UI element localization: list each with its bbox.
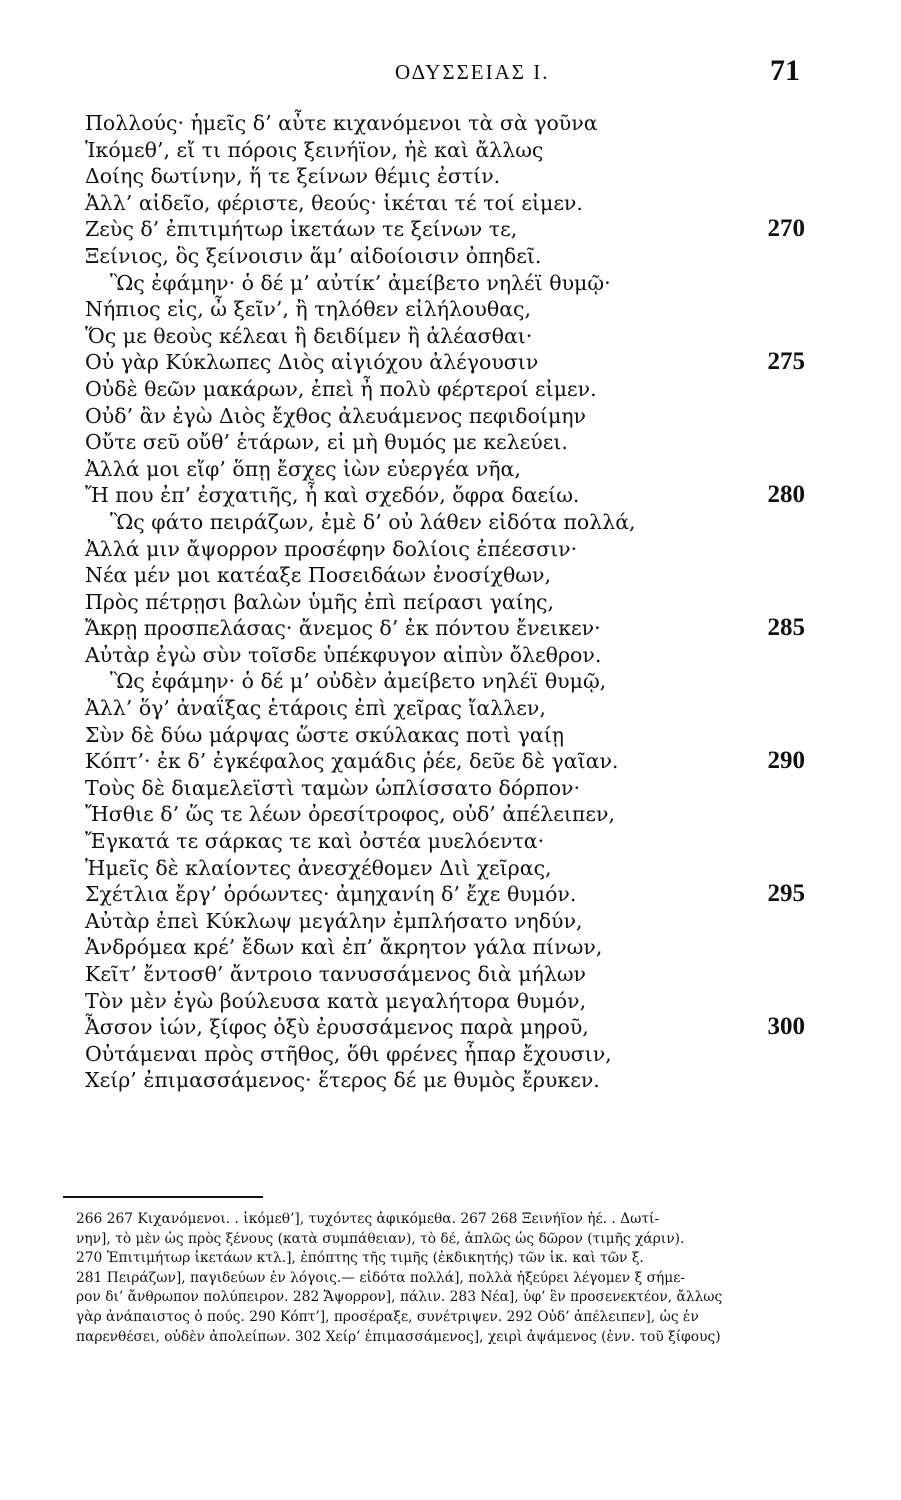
verse-text: Κόπτ’· ἐκ δ’ ἐγκέφαλος χαμάδις ῥέε, δεῦε δὲ γαῖαν.: [85, 749, 619, 774]
verse-line: [0, 855, 901, 882]
footnote-line: 281 Πειράζων], παγιδεύων ἐν λόγοις.— εἰδότα πολλά], πολλὰ ἠξεύρει λέγομεν ξ σήμε-: [76, 1269, 686, 1286]
verse-line: [0, 961, 901, 988]
verse-line: [0, 1067, 901, 1094]
verse-line: [0, 296, 901, 323]
verse-text: Ἤ που ἐπ’ ἐσχατιῆς, ἦ καὶ σχεδόν, ὄφρα δαείω.: [85, 483, 580, 508]
verse-line: [0, 216, 901, 243]
verse-text: Ἄκρῃ προσπελάσας· ἄνεμος δ’ ἐκ πόντου ἔνεικεν·: [85, 616, 601, 641]
verse-text: Ὣς ἐφάμην· ὁ δέ μ’ αὐτίκ’ ἀμείβετο νηλέϊ θυμῷ·: [110, 270, 611, 295]
verse-line: [0, 349, 901, 376]
verse-line: [0, 1014, 901, 1041]
verse-line: [0, 323, 901, 350]
verse-text: Ἀλλ’ ὅγ’ ἀναΐξας ἑτάροις ἐπὶ χεῖρας ἴαλλεν,: [85, 696, 546, 721]
verse-text: Οὐδὲ θεῶν μακάρων, ἐπεὶ ἦ πολὺ φέρτεροί εἰμεν.: [85, 376, 597, 401]
verse-line: [0, 908, 901, 935]
footnote-line: 266 267 Κιχανόμενοι. . ἱκόμεθ’], τυχόντες ἀφικόμεθα. 267 268 Ξεινήϊον ἠέ. . Δωτί-: [76, 1211, 660, 1227]
verse-line: [0, 695, 901, 722]
verse-line: [0, 163, 901, 190]
verse-text: Τοὺς δὲ διαμελεϊστὶ ταμὼν ὡπλίσσατο δόρπον·: [85, 775, 581, 800]
verse-line: [0, 482, 901, 509]
footnote-divider: [63, 1196, 263, 1198]
verse-text: Ὣς φάτο πειράζων, ἐμὲ δ’ οὐ λάθεν εἰδότα πολλά,: [110, 509, 636, 534]
verse-text: Ἡμεῖς δὲ κλαίοντες ἀνεσχέθομεν Διὶ χεῖρας,: [85, 855, 552, 880]
line-number: 295: [767, 880, 805, 908]
verse-text: Οὐτάμεναι πρὸς στῆθος, ὅθι φρένες ἧπαρ ἔχουσιν,: [85, 1041, 612, 1066]
verse-line: [0, 748, 901, 775]
footnote-line: παρενθέσει, οὐδὲν ἀπολείπων. 302 Χείρ’ ἐπιμασσάμενος], χειρὶ ἀψάμενος (ἐνν. τοῦ ξίφους): [76, 1328, 721, 1345]
verse-line: [0, 403, 901, 430]
line-number: 290: [767, 747, 805, 775]
verse-line: [0, 722, 901, 749]
verse-text: Ζεὺς δ’ ἐπιτιμήτωρ ἱκετάων τε ξείνων τε,: [85, 217, 518, 242]
verse-text: Ἀλλά μιν ἄψορρον προσέφην δολίοις ἐπέεσσιν·: [85, 536, 578, 561]
verse-line: [0, 270, 901, 297]
verse-line: [0, 881, 901, 908]
verse-text: Ἀλλά μοι εἴφ’ ὅπῃ ἔσχες ἰὼν εὐεργέα νῆα,: [85, 456, 521, 481]
verse-line: [0, 137, 901, 164]
footnote-line: ρον δι’ ἄνθρωπον πολύπειρον. 282 Ἄψορρον], πάλιν. 283 Νέα], ὑφ’ ἓν προσενεκτέον, ἄλλως: [76, 1289, 723, 1306]
verse-text: Ἀλλ’ αἰδεῖο, φέριστε, θεούς· ἱκέται τέ τοί εἰμεν.: [85, 190, 583, 215]
verse-text: Σὺν δὲ δύω μάρψας ὥστε σκύλακας ποτὶ γαίῃ: [85, 722, 565, 747]
verse-line: [0, 615, 901, 642]
verse-block: [0, 110, 901, 1094]
verse-line: [0, 642, 901, 669]
verse-line: [0, 536, 901, 563]
verse-text: Ἤσθιε δ’ ὥς τε λέων ὀρεσίτροφος, οὐδ’ ἀπέλειπεν,: [85, 802, 615, 827]
verse-line: [0, 668, 901, 695]
page-number: 71: [770, 54, 800, 87]
verse-text: Χείρ’ ἐπιμασσάμενος· ἕτερος δέ με θυμὸς ἔρυκεν.: [85, 1068, 600, 1093]
verse-text: Σχέτλια ἔργ’ ὁρόωντες· ἀμηχανίη δ’ ἔχε θυμόν.: [85, 882, 577, 907]
verse-text: Οὔτε σεῦ οὔθ’ ἑτάρων, εἰ μὴ θυμός με κελεύει.: [85, 430, 568, 455]
verse-text: Νήπιος εἰς, ὦ ξεῖν’, ἢ τηλόθεν εἰλήλουθας,: [85, 297, 532, 322]
verse-text: Κεῖτ’ ἔντοσθ’ ἄντροιο τανυσσάμενος διὰ μήλων: [85, 962, 586, 986]
verse-line: [0, 429, 901, 456]
line-number: 275: [767, 348, 805, 376]
verse-line: [0, 828, 901, 855]
verse-line: [0, 988, 901, 1015]
verse-text: Αὐτὰρ ἐπεὶ Κύκλωψ μεγάλην ἐμπλήσατο νηδύν,: [85, 908, 583, 933]
verse-line: [0, 801, 901, 828]
verse-line: [0, 456, 901, 483]
footnotes: [76, 1210, 788, 1347]
verse-line: [0, 376, 901, 403]
line-number: 285: [767, 614, 805, 642]
footnote-line: νην], τὸ μὲν ὡς πρὸς ξένους (κατὰ συμπάθειαν), τὸ δέ, ἁπλῶς ὡς δῶρον (τιμῆς χάριν).: [76, 1230, 685, 1247]
verse-text: Ξείνιος, ὃς ξείνοισιν ἅμ’ αἰδοίοισιν ὀπηδεῖ.: [85, 243, 542, 268]
verse-line: [0, 562, 901, 589]
verse-text: Ὅς με θεοὺς κέλεαι ἢ δειδίμεν ἢ ἀλέασθαι·: [85, 323, 533, 348]
footnote-line: γὰρ ἀνάπαιστος ὁ πούς. 290 Κόπτ’], προσέραξε, συνέτριψεν. 292 Οὐδ’ ἀπέλειπεν], ὡς ἐν: [76, 1308, 699, 1325]
verse-text: Πρὸς πέτρῃσι βαλὼν ὑμῆς ἐπὶ πείρασι γαίης,: [85, 589, 555, 614]
verse-text: Οὐ γὰρ Κύκλωπες Διὸς αἰγιόχου ἀλέγουσιν: [85, 350, 539, 375]
verse-line: [0, 934, 901, 961]
verse-text: Πολλούς· ἡμεῖς δ’ αὖτε κιχανόμενοι τὰ σὰ γοῦνα: [85, 111, 598, 135]
verse-text: Ὣς ἐφάμην· ὁ δέ μ’ οὐδὲν ἀμείβετο νηλέϊ θυμῷ,: [110, 669, 607, 694]
page-header: [0, 54, 901, 100]
verse-text: Ἀνδρόμεα κρέ’ ἔδων καὶ ἐπ’ ἄκρητον γάλα πίνων,: [85, 935, 603, 960]
verse-line: [0, 190, 901, 217]
verse-text: Δοίης δωτίνην, ἥ τε ξείνων θέμις ἐστίν.: [85, 164, 501, 189]
line-number: 300: [767, 1013, 805, 1041]
verse-text: Οὐδ’ ἂν ἐγὼ Διὸς ἔχθος ἀλευάμενος πεφιδοίμην: [85, 403, 587, 428]
verse-line: [0, 243, 901, 270]
footnote-line: 270 Ἐπιτιμήτωρ ἱκετάων κτλ.], ἐπόπτης τῆς τιμῆς (ἐκδικητής) τῶν ἱκ. καὶ τῶν ξ.: [76, 1250, 644, 1267]
verse-line: [0, 589, 901, 616]
verse-line: [0, 1041, 901, 1068]
verse-text: Νέα μέν μοι κατέαξε Ποσειδάων ἐνοσίχθων,: [85, 563, 551, 588]
verse-text: Ἔγκατά τε σάρκας τε καὶ ὀστέα μυελόεντα·: [85, 829, 545, 854]
verse-text: Τὸν μὲν ἐγὼ βούλευσα κατὰ μεγαλήτορα θυμόν,: [85, 988, 587, 1013]
verse-text: Αὐτὰρ ἐγὼ σὺν τοῖσδε ὑπέκφυγον αἰπὺν ὄλεθρον.: [85, 642, 602, 667]
verse-line: [0, 509, 901, 536]
line-number: 270: [767, 215, 805, 243]
verse-line: [0, 110, 901, 137]
verse-line: [0, 775, 901, 802]
verse-text: Ἆσσον ἰών, ξίφος ὀξὺ ἐρυσσάμενος παρὰ μηροῦ,: [85, 1015, 589, 1040]
line-number: 280: [767, 481, 805, 509]
running-title: ΟΔΥΣΣΕΙΑΣ Ι.: [395, 60, 550, 84]
verse-text: Ἱκόμεθ’, εἴ τι πόροις ξεινήϊον, ἠὲ καὶ ἄλλως: [85, 137, 544, 162]
